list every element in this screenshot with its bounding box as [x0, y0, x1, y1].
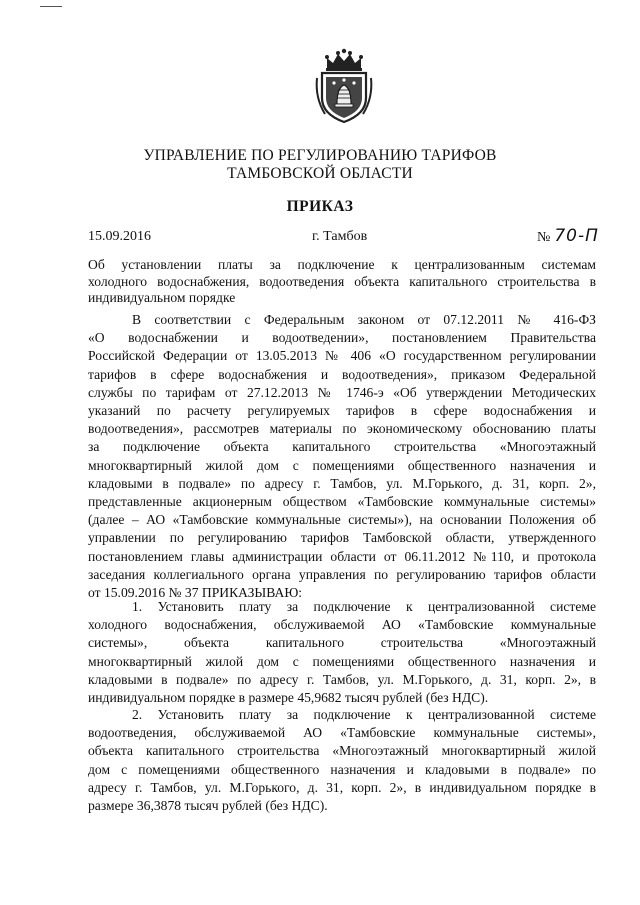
preamble-line: водоотведения», рассмотрев материалы по экономическому обоснованию платы	[88, 421, 596, 437]
preamble-line: В соответствии с Федеральным законом от 07.12.2011 № 416-ФЗ	[132, 312, 596, 327]
preamble-line: (далее – АО «Тамбовские коммунальные системы»), на основании Положения об	[88, 512, 596, 528]
item1-line: многоквартирный жилой дом с помещениями общественного назначения и	[88, 653, 596, 669]
preamble-line: представленные акционерным обществом «Тамбовские коммунальные системы»	[88, 494, 596, 509]
subject-line: индивидуальном порядке	[88, 290, 236, 305]
tambov-coat-of-arms-icon	[313, 48, 375, 124]
document-type-title: ПРИКАЗ	[286, 198, 354, 215]
organization-name-line1: УПРАВЛЕНИЕ ПО РЕГУЛИРОВАНИЮ ТАРИФОВ	[143, 147, 497, 164]
order-number-handwritten: 70-П	[554, 226, 599, 246]
item2-line: 2. Установить плату за подключение к централизованной системе	[132, 707, 596, 722]
preamble-line: тарифов в сфере водоснабжения и водоотведения», приказом Федеральной	[88, 366, 596, 382]
preamble-line: Российской Федерации от 13.05.2013 № 406 «О государственном регулировании	[88, 348, 596, 364]
order-number	[537, 226, 599, 246]
subject-line: Об установлении платы за подключение к централизованным системам	[88, 257, 596, 272]
item2-line: адресу г. Тамбов, ул. М.Горького, д. 31, корп. 2», в индивидуальном порядке в	[88, 779, 596, 795]
preamble-line: «О водоснабжении и водоотведении», постановлением Правительства	[88, 330, 596, 346]
preamble-line: службы по тарифам от 27.12.2013 № 1746-э «Об утверждении Методических	[88, 384, 596, 400]
preamble-line: заседания коллегиального органа управления по регулированию тарифов области	[88, 566, 596, 582]
preamble-line: указаний по расчету регулируемых тарифов в сфере водоснабжения и	[88, 403, 596, 418]
subject-line: холодного водоснабжения, водоотведения объекта капитального строительства в	[88, 273, 596, 289]
order-number-sign: №	[537, 230, 551, 245]
order-date: 15.09.2016	[88, 229, 151, 244]
item2-line: размере 36,3878 тысяч рублей (без НДС).	[88, 798, 328, 813]
item2-line: объекта капитального строительства «Многоэтажный многоквартирный жилой	[88, 743, 596, 759]
preamble-line: от 15.09.2016 № 37 ПРИКАЗЫВАЮ:	[88, 585, 303, 600]
preamble-line: постановлением главы администрации области от 06.11.2012 №110, и протокола	[88, 548, 596, 564]
preamble-line: управлении по регулированию тарифов Тамбовской области, утвержденного	[88, 530, 596, 546]
item1-line: холодного водоснабжения, обслуживаемой АО «Тамбовские коммунальные	[88, 617, 596, 633]
organization-name-line2: ТАМБОВСКОЙ ОБЛАСТИ	[227, 165, 413, 182]
item1-line: индивидуальном порядке в размере 45,9682 тысяч рублей (без НДС).	[88, 690, 489, 705]
item1-line: кладовыми в подвале» по адресу г. Тамбов, ул. М.Горького, д. 31, корп. 2», в	[88, 671, 596, 687]
preamble-line: кладовыми в подвале» по адресу г. Тамбов, ул. М.Горького, д. 31, корп. 2»,	[88, 475, 596, 491]
order-city: г. Тамбов	[312, 229, 368, 244]
item2-line: водоотведения, обслуживаемой АО «Тамбовские коммунальные системы»,	[88, 725, 596, 741]
preamble-line: многоквартирный жилой дом с помещениями общественного назначения и	[88, 457, 596, 473]
item1-line: 1. Установить плату за подключение к централизованной системе	[132, 599, 596, 614]
item2-line: дом с помещениями общественного назначения и кладовыми в подвале» по	[88, 761, 596, 777]
preamble-line: за подключение объекта капитального строительства «Многоэтажный	[88, 439, 596, 455]
item1-line: системы», объекта капитального строительства «Многоэтажный	[88, 635, 596, 651]
scan-artifact	[40, 6, 62, 7]
